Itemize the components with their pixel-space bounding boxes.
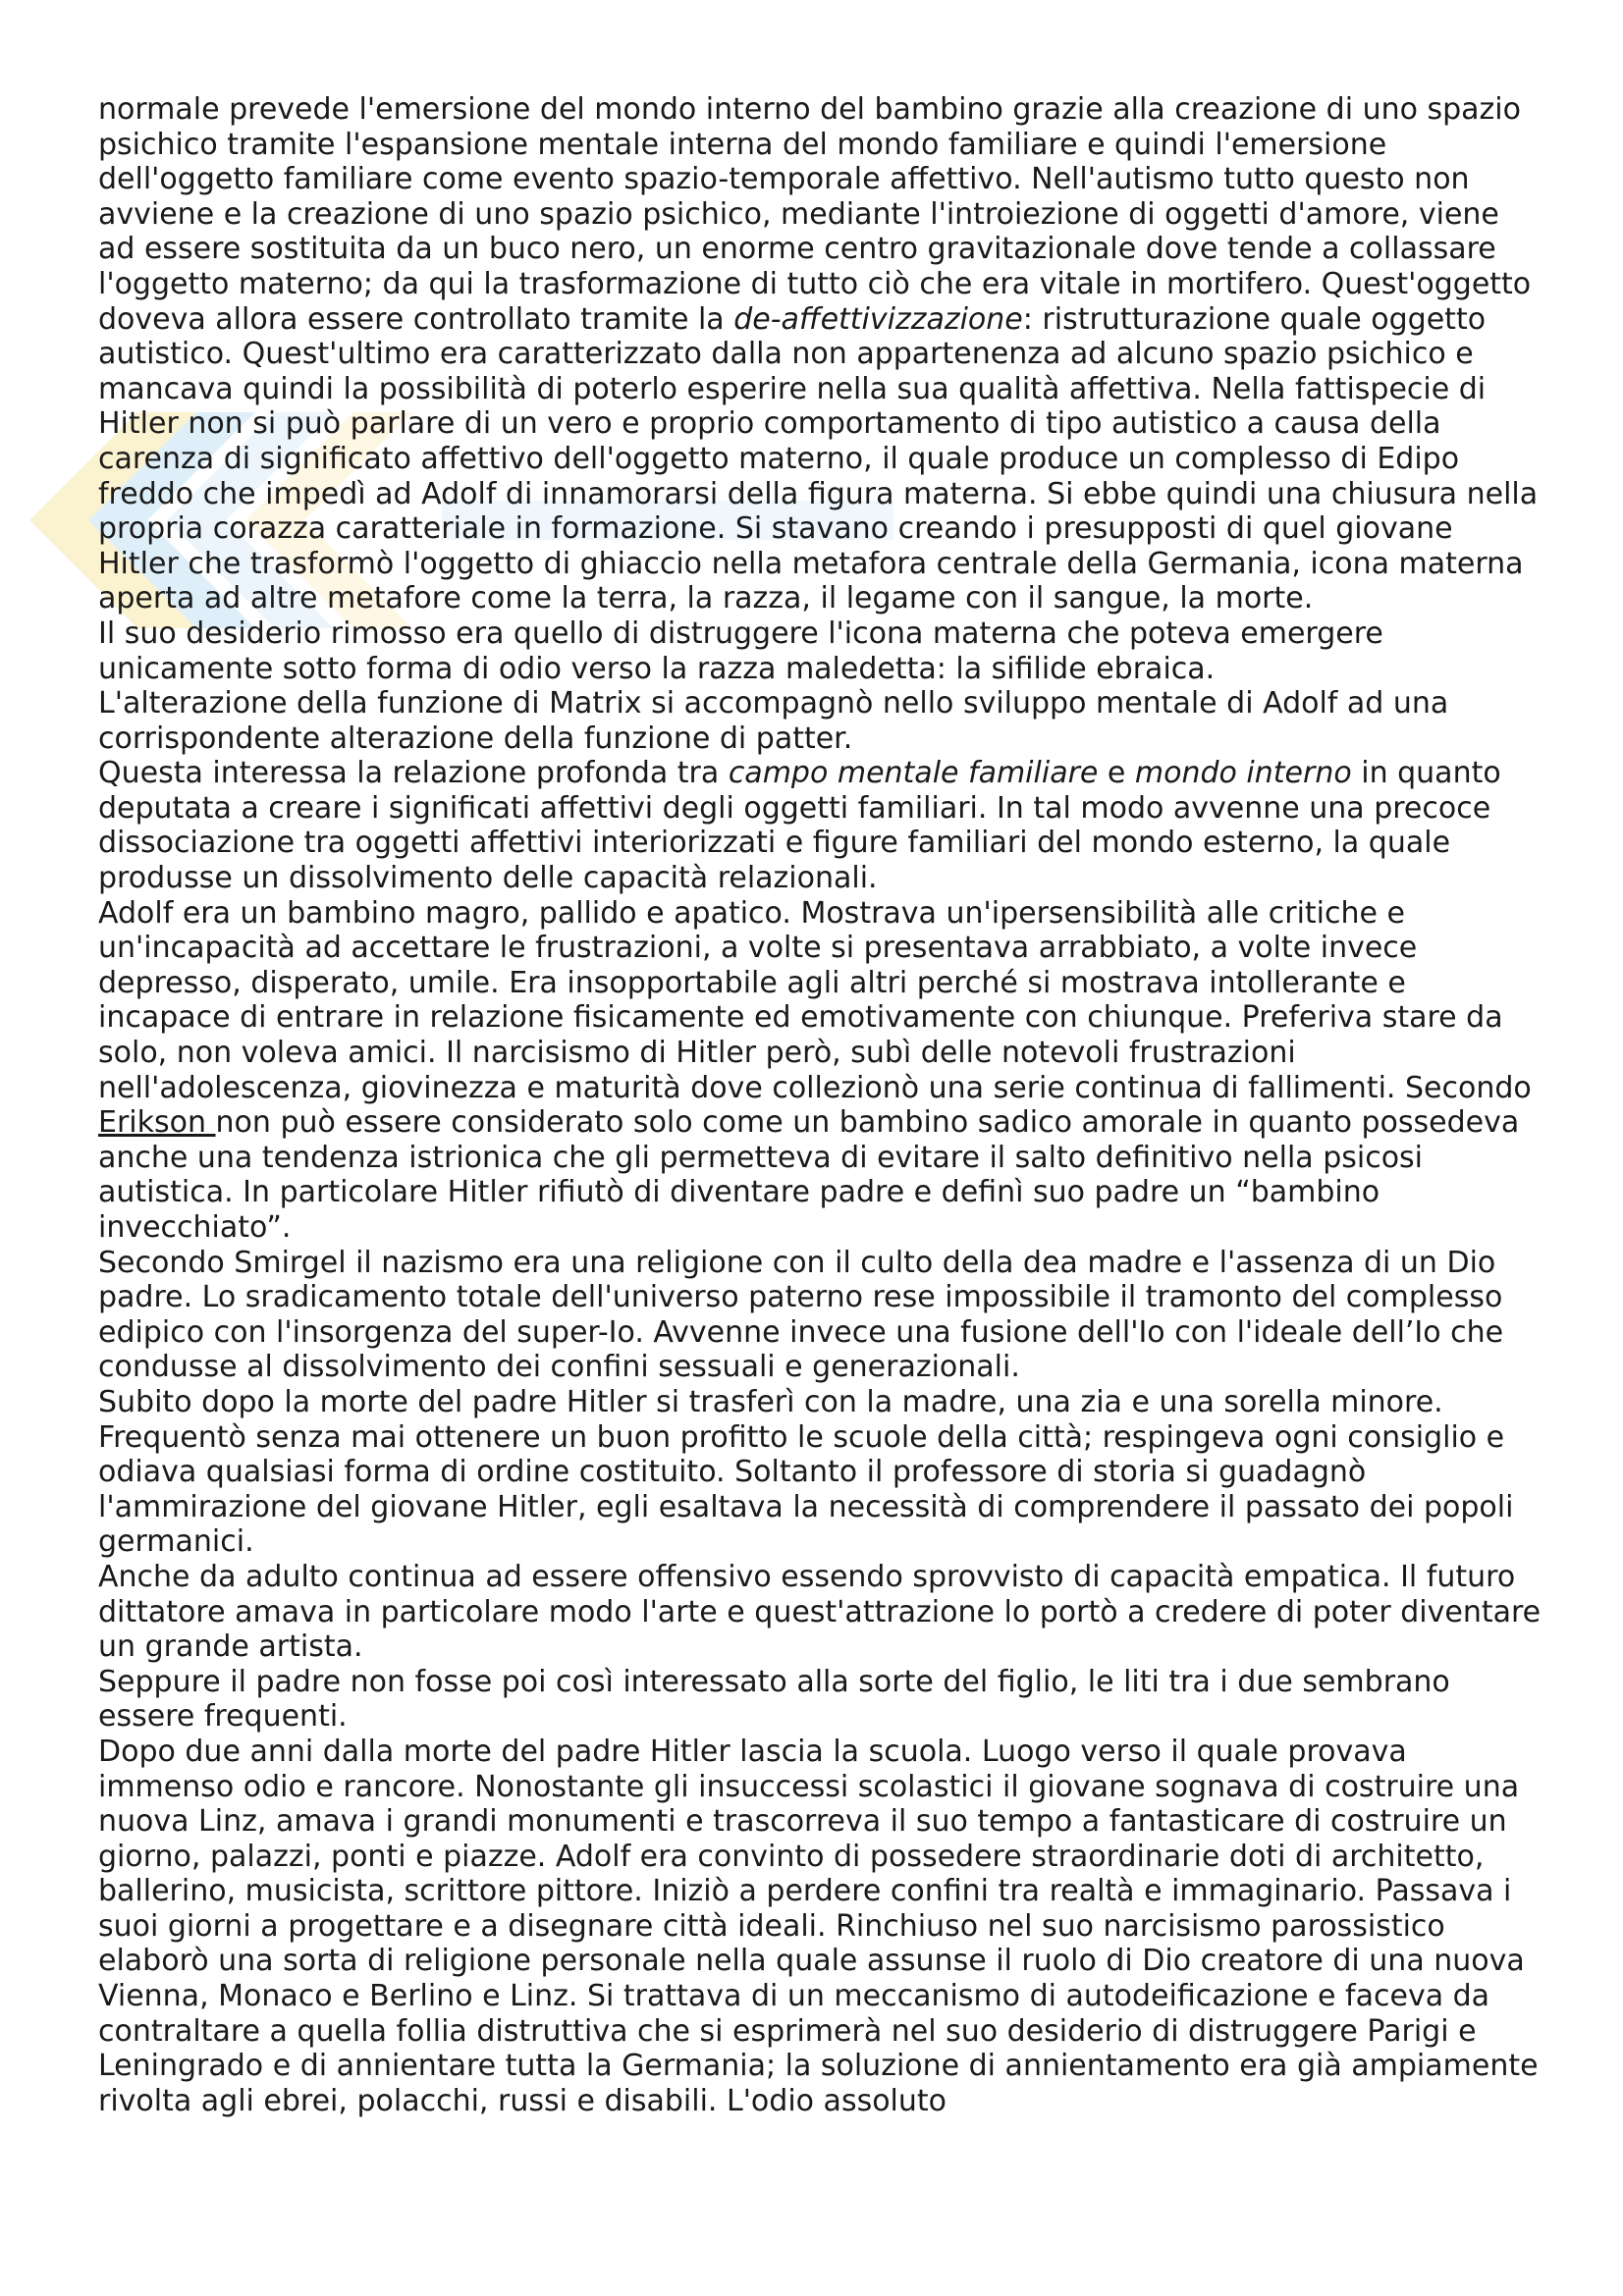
text-run: normale prevede l'emersione del mondo interno del bambino grazie alla creazione di uno spazio psichico tramite l'espansione mentale interna del mondo familiare e quindi l'emersione dell'oggetto familiare come evento spazio-temporale affettivo. Nell'autismo tutto questo non avviene e la creazione di uno spazio psichico, mediante l'introiezione di oggetti d'amore, viene ad essere sostituita da un buco nero, un enorme centro gravitazionale dove tende a collassare l'oggetto materno; da qui la trasformazione di tutto ciò che era vitale in mortifero. Quest'oggetto doveva allora essere controllato tramite la	[98, 92, 1532, 337]
paragraph	[98, 896, 1542, 1246]
text-run: e	[1098, 756, 1135, 791]
paragraph	[98, 92, 1542, 616]
italic-term: mondo interno	[1134, 756, 1352, 791]
paragraph	[98, 1246, 1542, 1385]
text-run: L'alterazione della funzione di Matrix si accompagnò nello sviluppo mentale di Adolf ad una corrispondente alterazione della funzione di patter.	[98, 686, 1449, 756]
text-run: Anche da adulto continua ad essere offensivo essendo sprovvisto di capacità empatica. Il futuro dittatore amava in particolare modo l'arte e quest'attrazione lo portò a credere di poter diventare un grande artista.	[98, 1559, 1542, 1665]
text-run: in quanto deputata a creare i significati affettivi degli oggetti familiari. In tal modo avvenne una precoce dissociazione tra oggetti affettivi interiorizzati e figure familiari del mondo esterno, la quale produsse un dissolvimento delle capacità relazionali.	[98, 756, 1501, 896]
text-run: Il suo desiderio rimosso era quello di distruggere l'icona materna che poteva emergere unicamente sotto forma di odio verso la razza maledetta: la sifilide ebraica.	[98, 615, 1383, 686]
text-run: Adolf era un bambino magro, pallido e apatico. Mostrava un'ipersensibilità alle critiche e un'incapacità ad accettare le frustrazioni, a volte si presentava arrabbiato, a volte invece depresso, disperato, umile. Era insopportabile agli altri perché si mostrava intollerante e incapace di entrare in relazione fisicamente ed emotivamente con chiunque. Preferiva stare da solo, non voleva amici. Il narcisismo di Hitler però, subì delle notevoli frustrazioni nell'adolescenza, giovinezza e maturità dove collezionò una serie continua di fallimenti. Secondo	[98, 895, 1532, 1105]
italic-term: de-affettivizzazione	[733, 301, 1023, 337]
text-run: Questa interessa la relazione profonda tra	[98, 756, 729, 791]
underlined-name: Erikson	[98, 1105, 216, 1141]
paragraph	[98, 756, 1542, 895]
paragraph	[98, 1560, 1542, 1665]
paragraph	[98, 686, 1542, 756]
text-run: non può essere considerato solo come un bambino sadico amorale in quanto possedeva anche una tendenza istrionica che gli permetteva di evitare il salto definitivo nella psicosi autistica. In particolare Hitler rifiutò di diventare padre e definì suo padre un “bambino invecchiato”.	[98, 1105, 1520, 1245]
text-run: : ristrutturazione quale oggetto autistico. Quest'ultimo era caratterizzato dalla non appartenenza ad alcuno spazio psichico e mancava quindi la possibilità di poterlo esperire nella sua qualità affettiva. Nella fattispecie di Hitler non si può parlare di un vero e proprio comportamento di tipo autistico a causa della carenza di significato affettivo dell'oggetto materno, il quale produce un complesso di Edipo freddo che impedì ad Adolf di innamorarsi della figura materna. Si ebbe quindi una chiusura nella propria corazza caratteriale in formazione. Si stavano creando i presupposti di quel giovane Hitler che trasformò l'oggetto di ghiaccio nella metafora centrale della Germania, icona materna aperta ad altre metafore come la terra, la razza, il legame con il sangue, la morte.	[98, 301, 1539, 616]
paragraph	[98, 616, 1542, 686]
paragraph	[98, 1735, 1542, 2119]
text-run: Secondo Smirgel il nazismo era una religione con il culto della dea madre e l'assenza di un Dio padre. Lo sradicamento totale dell'universo paterno rese impossibile il tramonto del complesso edipico con l'insorgenza del super-Io. Avvenne invece una fusione dell'Io con l'ideale dell’Io che condusse al dissolvimento dei confini sessuali e generazionali.	[98, 1245, 1504, 1385]
italic-term: campo mentale familiare	[728, 756, 1099, 791]
text-run: Seppure il padre non fosse poi così interessato alla sorte del figlio, le liti tra i due sembrano essere frequenti.	[98, 1664, 1450, 1735]
paragraph	[98, 1665, 1542, 1735]
document-text	[98, 92, 1542, 2118]
text-run: Subito dopo la morte del padre Hitler si trasferì con la madre, una zia e una sorella minore. Frequentò senza mai ottenere un buon profitto le scuole della città; respingeva ogni consiglio e odiava qualsiasi forma di ordine costituito. Soltanto il professore di storia si guadagnò l'ammirazione del giovane Hitler, egli esaltava la necessità di comprendere il passato dei popoli germanici.	[98, 1384, 1514, 1560]
text-run: Dopo due anni dalla morte del padre Hitler lascia la scuola. Luogo verso il quale provava immenso odio e rancore. Nonostante gli insuccessi scolastici il giovane sognava di costruire una nuova Linz, amava i grandi monumenti e trascorreva il suo tempo a fantasticare di costruire un giorno, palazzi, ponti e piazze. Adolf era convinto di possedere straordinarie doti di architetto, ballerino, musicista, scrittore pittore. Iniziò a perdere confini tra realtà e immaginario. Passava i suoi giorni a progettare e a disegnare città ideali. Rinchiuso nel suo narcisismo parossistico elaborò una sorta di religione personale nella quale assunse il ruolo di Dio creatore di una nuova Vienna, Monaco e Berlino e Linz. Si trattava di un meccanismo di autodeificazione e faceva da contraltare a quella follia distruttiva che si esprimerà nel suo desiderio di distruggere Parigi e Leningrado e di annientare tutta la Germania; la soluzione di annientamento era già ampiamente rivolta agli ebrei, polacchi, russi e disabili. L'odio assoluto	[98, 1734, 1539, 2118]
paragraph	[98, 1385, 1542, 1560]
